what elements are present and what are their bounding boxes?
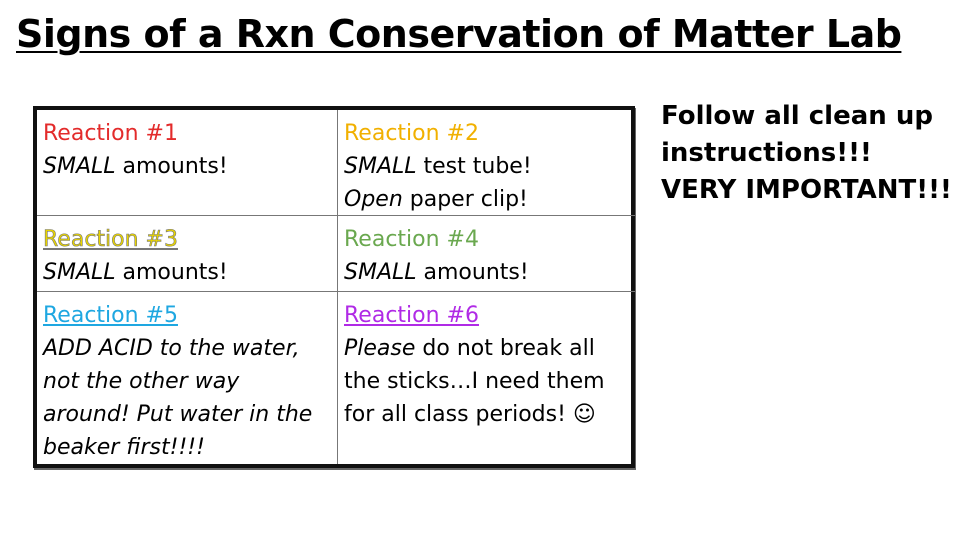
reaction-2-line-2: Open paper clip! [344, 187, 528, 212]
reaction-1-heading: Reaction #1 [43, 121, 178, 146]
reaction-5-line-3: around! Put water in the [43, 402, 313, 427]
reaction-4-heading: Reaction #4 [344, 227, 479, 252]
reaction-5-line-1: ADD ACID to the water, [43, 336, 300, 361]
reaction-5-heading: Reaction #5 [43, 303, 178, 328]
reaction-6-cell [338, 292, 635, 464]
reactions-table [33, 106, 635, 468]
reaction-3-cell [37, 216, 338, 292]
page-title: Signs of a Rxn Conservation of Matter Lab [16, 12, 902, 56]
reaction-3-heading: Reaction #3 [43, 227, 178, 252]
reaction-4-cell [338, 216, 635, 292]
reaction-6-heading: Reaction #6 [344, 303, 479, 328]
reaction-6-line-2: the sticks…I need them [344, 369, 605, 394]
reaction-5-cell [37, 292, 338, 464]
reaction-6-line-1: Please do not break all [344, 336, 595, 361]
reaction-5-line-2: not the other way [43, 369, 240, 394]
reaction-2-cell [338, 110, 635, 216]
reaction-2-heading: Reaction #2 [344, 121, 479, 146]
reaction-1-cell [37, 110, 338, 216]
reaction-2-line-1: SMALL test tube! [344, 154, 532, 179]
reaction-3-line-1: SMALL amounts! [43, 260, 228, 285]
reaction-1-line-1: SMALL amounts! [43, 154, 228, 179]
reaction-4-line-1: SMALL amounts! [344, 260, 529, 285]
reaction-5-line-4: beaker first!!!! [43, 435, 205, 460]
cleanup-instructions: Follow all clean up instructions!!! VERY IMPORTANT!!! [661, 101, 952, 205]
reaction-6-line-3: for all class periods! ☺ [344, 402, 596, 427]
